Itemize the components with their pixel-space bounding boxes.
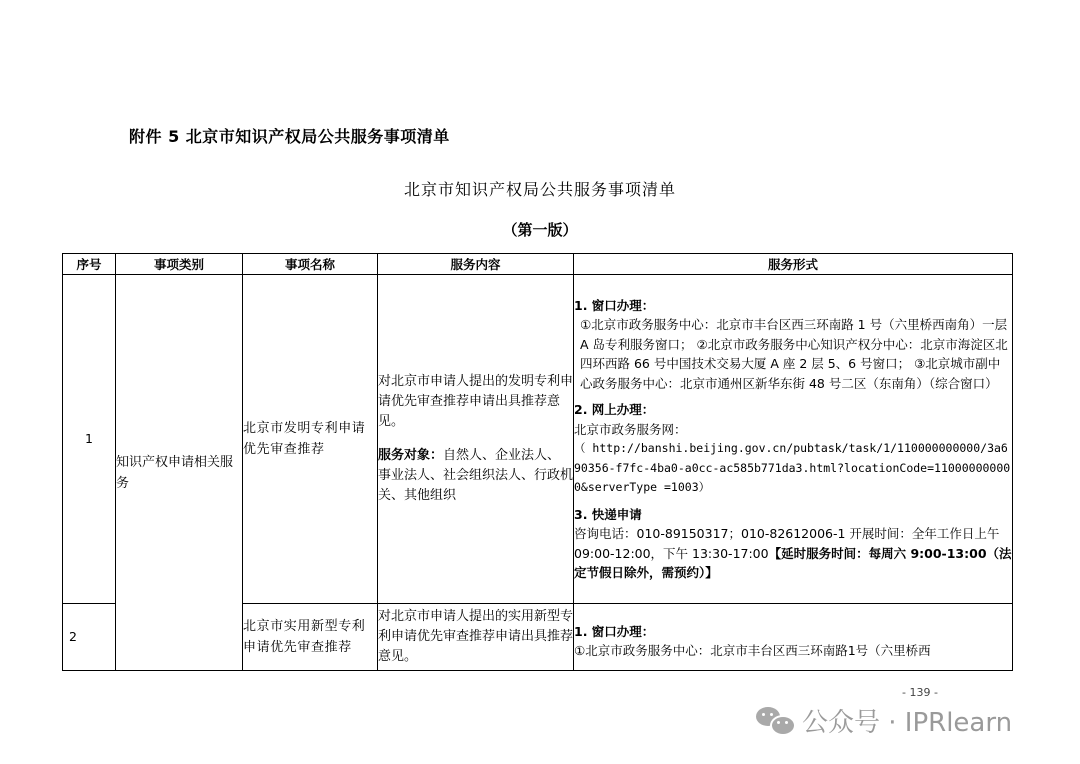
item-category	[116, 275, 243, 671]
watermark	[756, 700, 1012, 740]
online-service-text: 北京市政务服务网：	[574, 421, 687, 437]
table-header-row	[63, 254, 1013, 275]
row-number: 2	[63, 604, 116, 671]
attachment-title: 附件 5 北京市知识产权局公共服务事项清单	[129, 127, 450, 146]
document-title: 北京市知识产权局公共服务事项清单	[403, 180, 676, 199]
online-service-title: 2. 网上办理：	[574, 402, 655, 417]
service-content	[378, 275, 574, 604]
mail-service-title: 3. 快递申请	[574, 506, 642, 522]
table-row	[63, 275, 1013, 604]
watermark-text: 公众号 · IPRlearn	[802, 707, 1013, 738]
item-name: 北京市实用新型专利申请优先审查推荐	[243, 604, 378, 671]
service-form	[574, 275, 1013, 604]
service-content-text: 对北京市申请人提出的发明专利申请优先审查推荐申请出具推荐意见。	[378, 374, 574, 429]
service-content: 对北京市申请人提出的实用新型专利申请优先审查推荐申请出具推荐意见。	[378, 604, 574, 671]
edition-label: （第一版）	[502, 221, 578, 239]
service-object	[378, 446, 573, 506]
row-number: 1	[63, 275, 116, 604]
page-number: - 139 -	[902, 686, 938, 699]
header-content: 服务内容	[378, 254, 574, 275]
header-category: 事项类别	[116, 254, 243, 275]
header-name: 事项名称	[243, 254, 378, 275]
mail-service-text: 咨询电话：010-89150317；010-82612006-1 开展时间：全年工作日上午 09:00-12:00，下午 13:30-17:00	[574, 526, 1000, 561]
window-service-title: 1. 窗口办理：	[574, 623, 655, 639]
wechat-icon	[756, 705, 796, 735]
service-form	[574, 604, 1013, 671]
item-name: 北京市发明专利申请优先审查推荐	[243, 275, 378, 604]
window-service-text: ①北京市政务服务中心：北京市丰台区西三环南路 1 号（六里桥西南角）一层 A 岛专利服务窗口； ②北京市政务服务中心知识产权分中心：北京市海淀区北四环西路 66 号中国技术交易大厦 A 座 2 层 5、6 号窗口； ③北京城市副中心政务服务中心：北京市通州区新华东街 48 号二区（东南角）（综合窗口）	[580, 317, 1008, 391]
header-form: 服务形式	[574, 254, 1013, 275]
extended-service-hours: 【延时服务时间：每周六 9:00-13:00（法定节假日除外，需预约）】	[574, 545, 1012, 580]
mail-service-info	[574, 524, 1012, 583]
window-service-text: ①北京市政务服务中心：北京市丰台区西三环南路1号（六里桥西	[574, 643, 931, 658]
window-service-title: 1. 窗口办理：	[574, 297, 655, 313]
online-service-url: （ http://banshi.beijing.gov.cn/pubtask/task/1/110000000000/3a690356-f7fc-4ba0-a0cc-ac585b771da3.html?locationCode=110000000000&serverType =1003）	[574, 441, 1011, 494]
service-object-text: 自然人、企业法人、事业法人、社会组织法人、行政机关、其他组织	[378, 448, 574, 503]
service-object-label: 服务对象：	[378, 448, 444, 463]
item-category-text: 知识产权申请相关服务	[116, 454, 234, 491]
service-items-table	[62, 253, 1013, 671]
header-no: 序号	[63, 254, 116, 275]
